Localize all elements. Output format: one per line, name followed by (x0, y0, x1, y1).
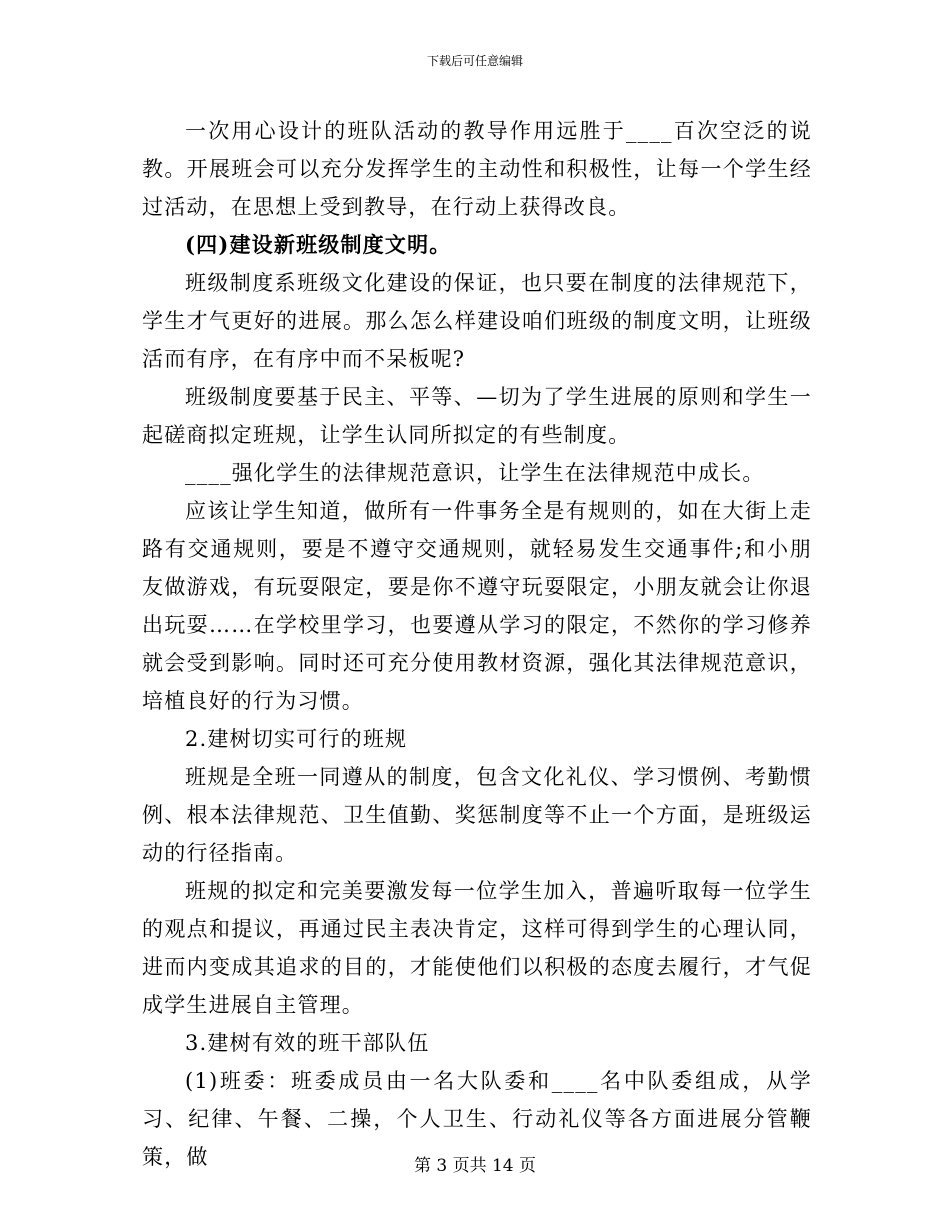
paragraph-system-principles: 班级制度要基于民主、平等、—切为了学生进展的原则和学生一起磋商拟定班规，让学生认同所拟定的有些制度。 (142, 385, 812, 447)
paragraph-rules-examples: 应该让学生知道，做所有一件事务全是有规则的，如在大街上走路有交通规则，要是不遵守交通规则，就轻易发生交通事件;和小朋友做游戏，有玩耍限定，要是你不遵守玩耍限定，小朋友就会让你退出玩耍……在学校里学习，也要遵从学习的限定，不然你的学习修养就会受到影响。同时还可充分使用教材资源，强化其法律规范意识，培植良好的行为习惯。 (142, 499, 812, 713)
paragraph-class-committee: (1)班委：班委成员由一名大队委和____名中队委组成，从学习、纪律、午餐、二操，个人卫生、行动礼仪等各方面进展分管鞭策，做 (142, 1069, 812, 1169)
paragraph-class-rules-content: 班规是全班一同遵从的制度，包含文化礼仪、学习惯例、考勤惯例、根本法律规范、卫生值勤、奖惩制度等不止一个方面，是班级运动的行径指南。 (142, 765, 812, 865)
subheading-class-cadres: 3.建树有效的班干部队伍 (185, 1031, 430, 1055)
page-number-footer: 第 3 页共 14 页 (413, 1156, 537, 1176)
paragraph-class-activity: 一次用心设计的班队活动的教导作用远胜于____百次空泛的说教。开展班会可以充分发挥学生的主动性和积极性，让每一个学生经过活动，在思想上受到教导，在行动上获得改良。 (142, 119, 812, 219)
paragraph-class-rules-making: 班规的拟定和完美要激发每一位学生加入，普遍听取每一位学生的观点和提议，再通过民主表决肯定，这样可得到学生的心理认同，进而内变成其追求的目的，才能使他们以积极的态度去履行，才气促成学生进展自主管理。 (142, 879, 812, 1017)
document-body (142, 112, 812, 1176)
section-heading-class-system: (四)建设新班级制度文明。 (185, 232, 452, 257)
subheading-class-rules: 2.建树切实可行的班规 (185, 727, 408, 751)
page-header: 下载后可任意编辑 (426, 54, 523, 68)
paragraph-system-guarantee: 班级制度系班级文化建设的保证，也只要在制度的法律规范下，学生才气更好的进展。那么怎么样建设咱们班级的制度文明，让班级活而有序，在有序中而不呆板呢? (142, 271, 812, 371)
paragraph-legal-awareness: ____强化学生的法律规范意识，让学生在法律规范中成长。 (185, 461, 765, 485)
